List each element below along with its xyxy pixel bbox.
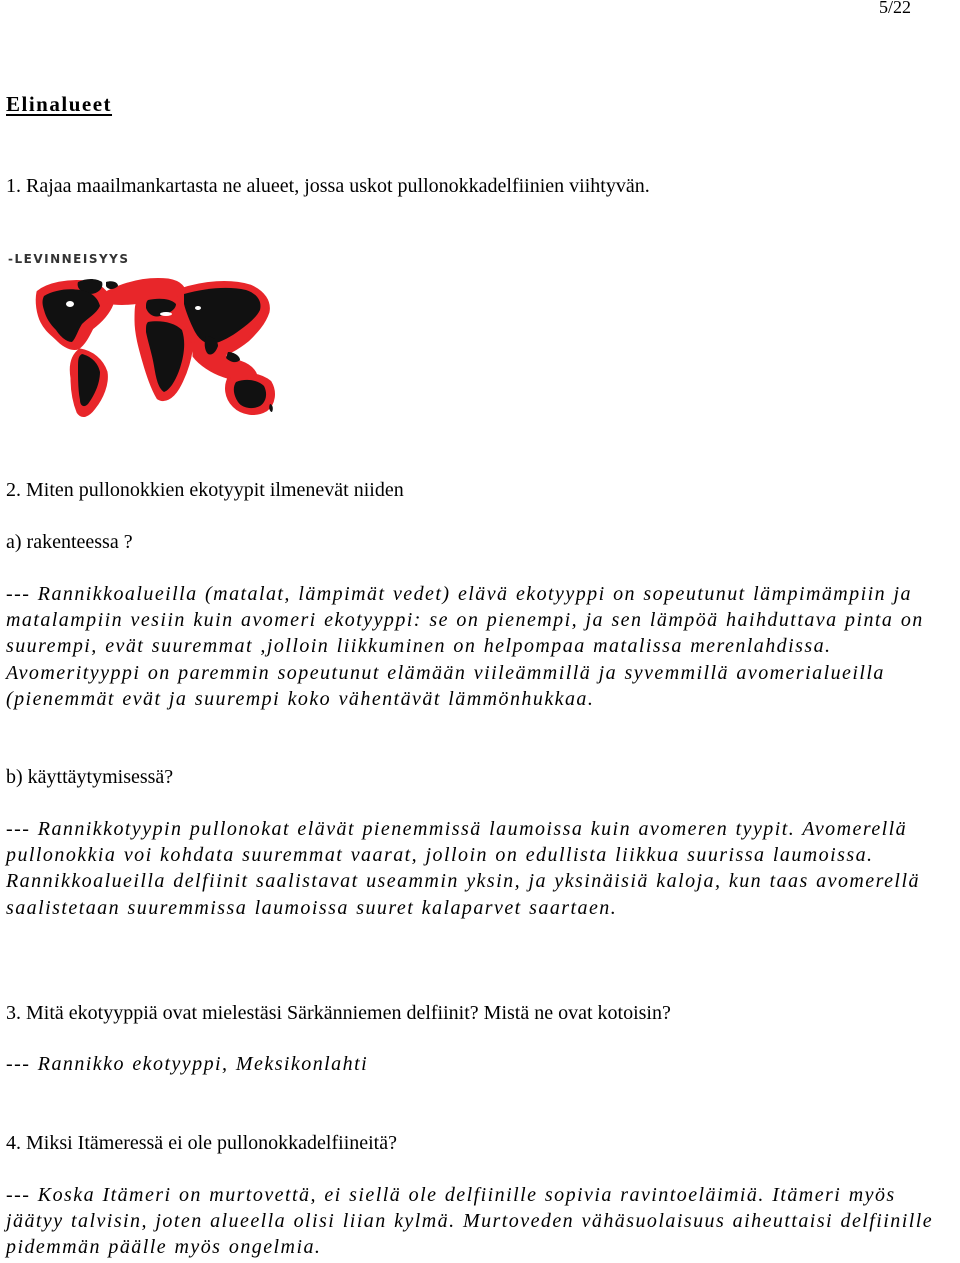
answer-3: --- Rannikko ekotyyppi, Meksikonlahti xyxy=(6,1053,369,1075)
section-heading: Elinalueet xyxy=(6,92,113,116)
answer-4: --- Koska Itämeri on murtovettä, ei siellä ole delfiinille sopivia ravintoeläimiä. Itämeri myös jäätyy talvisin, joten alueella olisi liian kylmä. Murtoveden vähäsuolaisuus aiheuttaisi delfiinille pidemmän päälle myös ongelmia. xyxy=(6,1184,934,1259)
answer-2a: --- Rannikkoalueilla (matalat, lämpimät vedet) elävä ekotyyppi on sopeutunut lämpimämpiin ja matalampiin vesiin kuin avomeri ekotyyppi: se on pienempi, ja sen lämpöä haihduttava pinta on suurempi, evät suuremmat ,jolloin liikkuminen on helpompaa matalissa merenlahdissa. Avomerityyppi on paremmin sopeutunut elämään viileämmillä ja syvemmillä avomerialueilla (pienemmät evät ja suurempi koko vähentävät lämmönhukkaa. xyxy=(6,583,924,710)
question-4: 4. Miksi Itämeressä ei ole pullonokkadelfiineitä? xyxy=(6,1132,397,1154)
answer-2b: --- Rannikkotyypin pullonokat elävät pienemmissä laumoissa kuin avomeren tyypit. Avomerellä pullonokkia voi kohdata suuremmat vaarat, jolloin on edullista liikkua suurissa laumoissa. Rannikkoalueilla delfiinit saalistavat useammin yksin, ja yksinäisiä kaloja, kun taas avomerellä saalistetaan suuremmissa laumoissa suuret kalaparvet saartaen. xyxy=(6,818,920,919)
question-2b: b) käyttäytymisessä? xyxy=(6,766,174,788)
question-1: 1. Rajaa maailmankartasta ne alueet, jossa uskot pullonokkadelfiinien viihtyvän. xyxy=(6,175,650,197)
page-number: 5/22 xyxy=(878,0,911,17)
question-2: 2. Miten pullonokkien ekotyypit ilmenevät niiden xyxy=(6,479,404,501)
map-label: -LEVINNEISYYS xyxy=(8,252,130,266)
question-3: 3. Mitä ekotyyppiä ovat mielestäsi Särkänniemen delfiinit? Mistä ne ovat kotoisin? xyxy=(6,1002,671,1024)
world-distribution-map xyxy=(8,252,278,422)
question-2a: a) rakenteessa ? xyxy=(6,531,133,553)
world-map-graphic xyxy=(8,252,278,422)
